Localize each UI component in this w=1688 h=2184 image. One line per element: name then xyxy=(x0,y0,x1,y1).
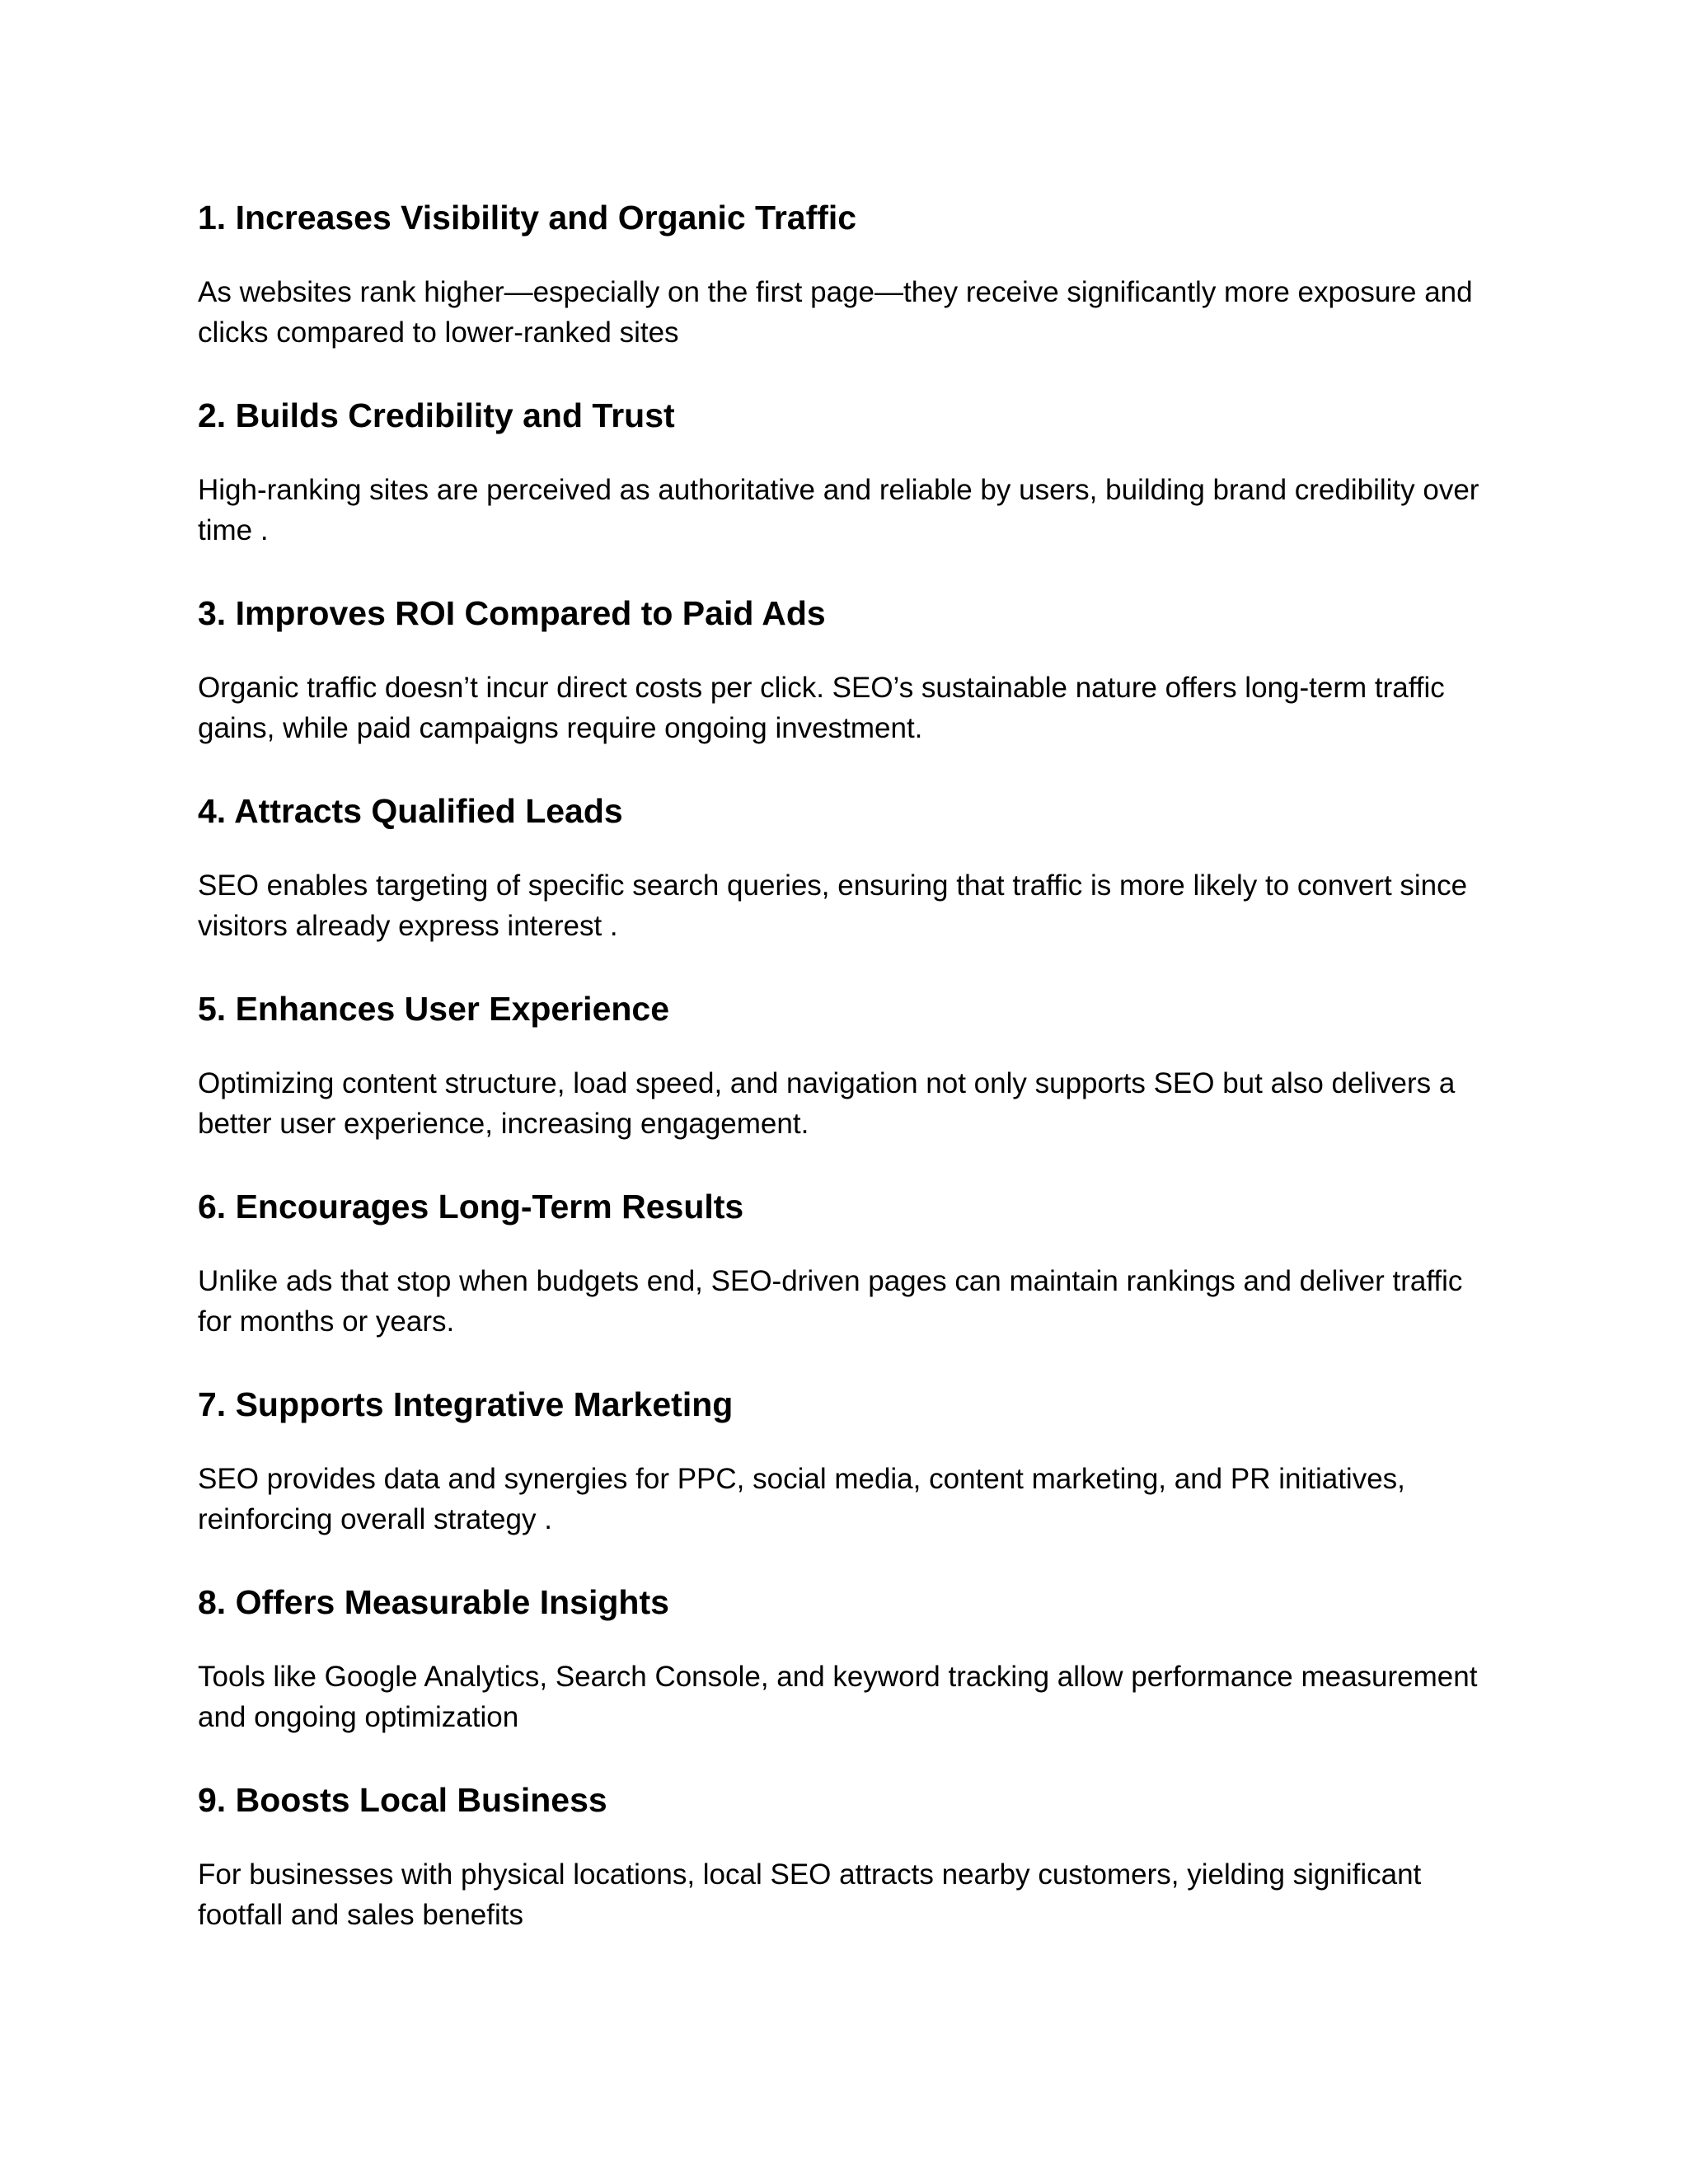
section-heading: 2. Builds Credibility and Trust xyxy=(198,396,675,434)
section-body: SEO enables targeting of specific search queries, ensuring that traffic is more likely to convert since visitors already express interest . xyxy=(198,869,1468,942)
section-body: Unlike ads that stop when budgets end, SEO-driven pages can maintain rankings and deliver traffic for months or years. xyxy=(198,1265,1463,1338)
section-long-term xyxy=(198,1187,1490,1342)
section-qualified-leads xyxy=(198,791,1490,946)
section-heading: 1. Increases Visibility and Organic Traffic xyxy=(198,199,857,237)
section-heading: 5. Enhances User Experience xyxy=(198,990,670,1028)
section-body: For businesses with physical locations, local SEO attracts nearby customers, yielding significant footfall and sales benefits xyxy=(198,1858,1422,1931)
section-heading: 6. Encourages Long-Term Results xyxy=(198,1188,744,1226)
section-body: Tools like Google Analytics, Search Console, and keyword tracking allow performance measurement and ongoing optimization xyxy=(198,1661,1478,1733)
section-heading: 4. Attracts Qualified Leads xyxy=(198,792,623,830)
section-visibility xyxy=(198,198,1490,353)
section-roi xyxy=(198,593,1490,748)
section-measurable-insights xyxy=(198,1582,1490,1737)
section-body: As websites rank higher—especially on the first page—they receive significantly more exposure and clicks compared to lower-ranked sites xyxy=(198,276,1473,349)
section-heading: 7. Supports Integrative Marketing xyxy=(198,1385,734,1423)
section-credibility xyxy=(198,396,1490,551)
section-heading: 9. Boosts Local Business xyxy=(198,1781,607,1819)
section-body: SEO provides data and synergies for PPC, social media, content marketing, and PR initiatives, reinforcing overall strategy . xyxy=(198,1463,1405,1535)
section-body: Optimizing content structure, load speed, and navigation not only supports SEO but also delivers a better user experience, increasing engagement. xyxy=(198,1067,1456,1140)
section-integrative-marketing xyxy=(198,1385,1490,1540)
section-heading: 3. Improves ROI Compared to Paid Ads xyxy=(198,594,826,632)
section-heading: 8. Offers Measurable Insights xyxy=(198,1583,669,1621)
section-body: Organic traffic doesn’t incur direct costs per click. SEO’s sustainable nature offers long-term traffic gains, while paid campaigns require ongoing investment. xyxy=(198,672,1445,744)
section-body: High-ranking sites are perceived as authoritative and reliable by users, building brand credibility over time . xyxy=(198,474,1479,546)
section-user-experience xyxy=(198,989,1490,1144)
section-local-business xyxy=(198,1780,1490,1935)
